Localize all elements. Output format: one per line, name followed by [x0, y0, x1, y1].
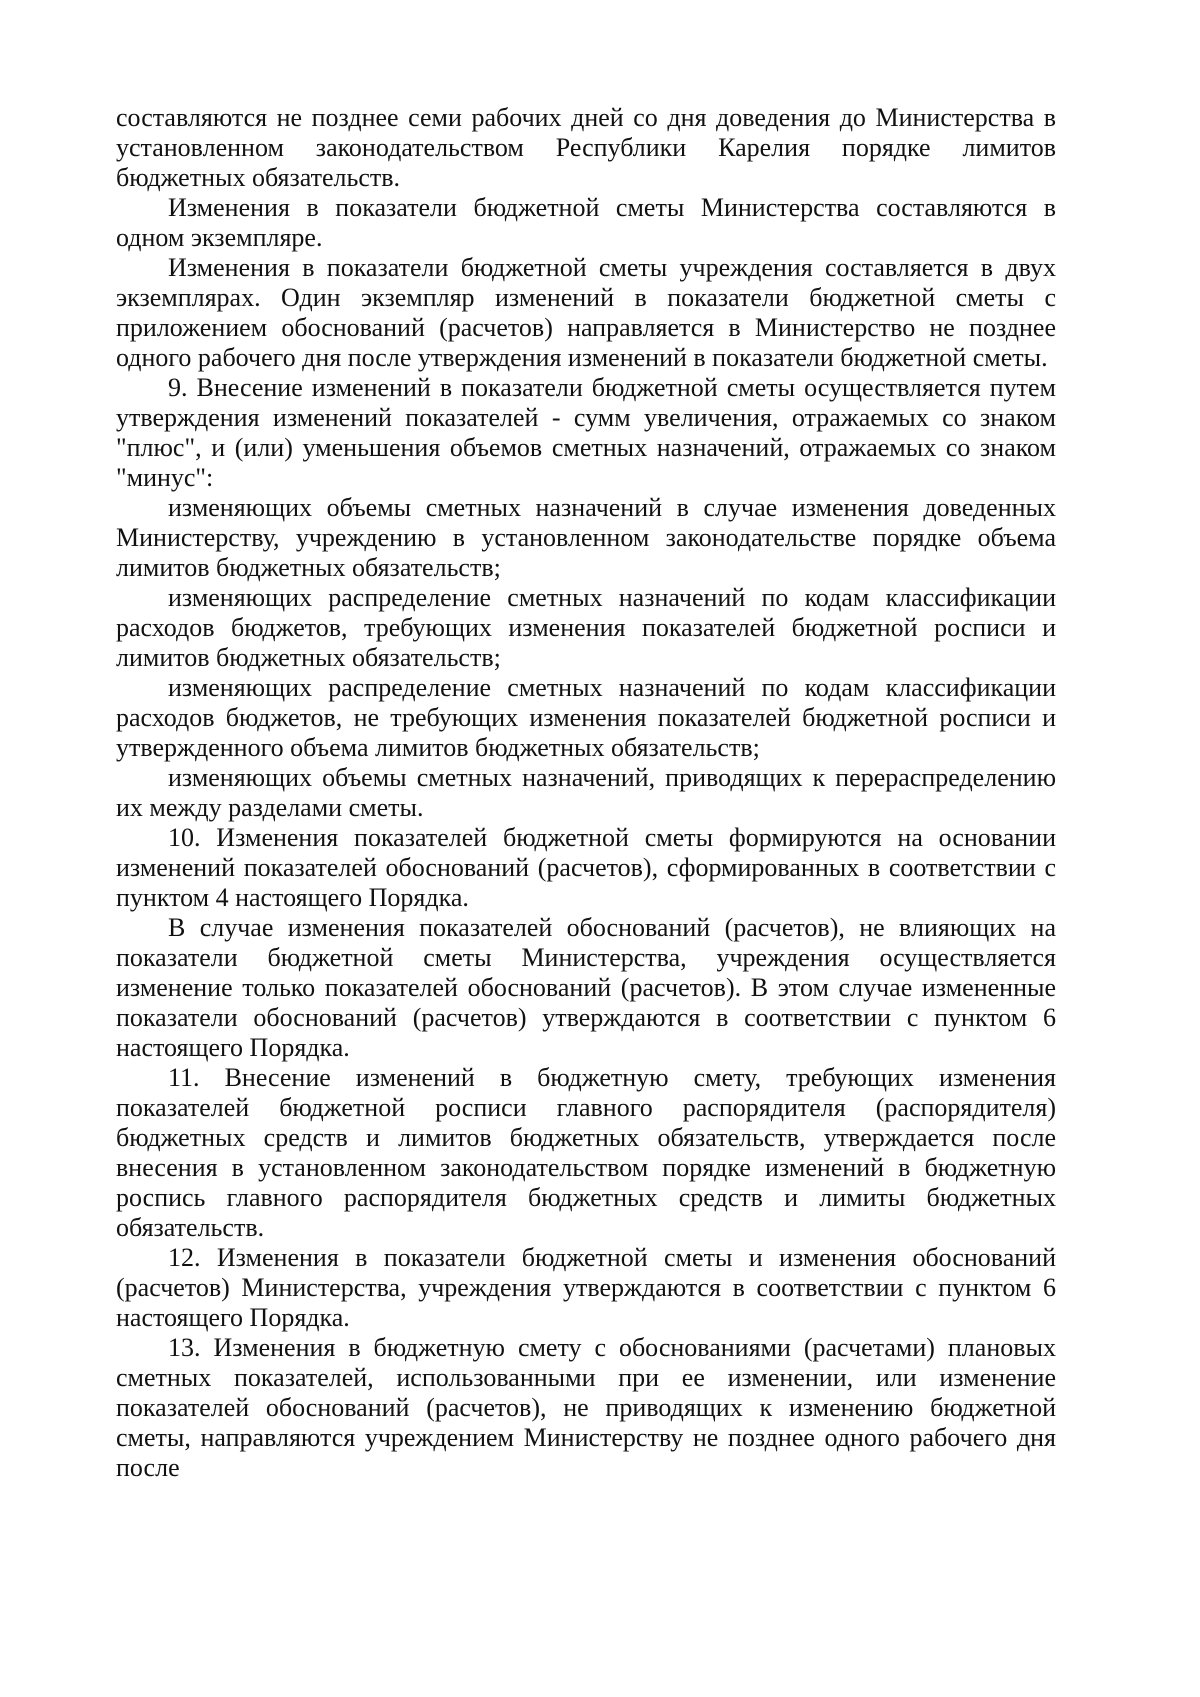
paragraph-item-12: 12. Изменения в показатели бюджетной сметы и изменения обоснований (расчетов) Министерства, учреждения утверждаются в соответствии с пунктом 6 настоящего Порядка. — [116, 1243, 1056, 1332]
paragraph-list-item-3: изменяющих распределение сметных назначений по кодам классификации расходов бюджетов, не требующих изменения показателей бюджетной росписи и утвержденного объема лимитов бюджетных обязательств; — [116, 673, 1056, 762]
paragraph-ministry-copy: Изменения в показатели бюджетной сметы Министерства составляются в одном экземпляре. — [116, 193, 1056, 252]
paragraph-item-9: 9. Внесение изменений в показатели бюджетной сметы осуществляется путем утверждения изменений показателей - сумм увеличения, отражаемых со знаком "плюс", и (или) уменьшения объемов сметных назначений, отражаемых со знаком "минус": — [116, 373, 1056, 492]
paragraph-list-item-4: изменяющих объемы сметных назначений, приводящих к перераспределению их между разделами сметы. — [116, 763, 1056, 822]
paragraph-continuation: составляются не позднее семи рабочих дней со дня доведения до Министерства в установленном законодательством Республики Карелия порядке лимитов бюджетных обязательств. — [116, 103, 1056, 192]
document-page — [116, 103, 1056, 1483]
paragraph-item-10-case: В случае изменения показателей обоснований (расчетов), не влияющих на показатели бюджетной сметы Министерства, учреждения осуществляется изменение только показателей обоснований (расчетов). В этом случае измененные показатели обоснований (расчетов) утверждаются в соответствии с пунктом 6 настоящего Порядка. — [116, 913, 1056, 1062]
paragraph-list-item-2: изменяющих распределение сметных назначений по кодам классификации расходов бюджетов, требующих изменения показателей бюджетной росписи и лимитов бюджетных обязательств; — [116, 583, 1056, 672]
paragraph-item-11: 11. Внесение изменений в бюджетную смету, требующих изменения показателей бюджетной росписи главного распорядителя (распорядителя) бюджетных средств и лимитов бюджетных обязательств, утверждается после внесения в установленном законодательством порядке изменений в бюджетную роспись главного распорядителя бюджетных средств и лимиты бюджетных обязательств. — [116, 1063, 1056, 1242]
paragraph-item-13: 13. Изменения в бюджетную смету с обоснованиями (расчетами) плановых сметных показателей, использованными при ее изменении, или изменение показателей обоснований (расчетов), не приводящих к изменению бюджетной сметы, направляются учреждением Министерству не позднее одного рабочего дня после — [116, 1333, 1056, 1482]
paragraph-item-10: 10. Изменения показателей бюджетной сметы формируются на основании изменений показателей обоснований (расчетов), сформированных в соответствии с пунктом 4 настоящего Порядка. — [116, 823, 1056, 912]
paragraph-institution-copies: Изменения в показатели бюджетной сметы учреждения составляется в двух экземплярах. Один экземпляр изменений в показатели бюджетной сметы с приложением обоснований (расчетов) направляется в Министерство не позднее одного рабочего дня после утверждения изменений в показатели бюджетной сметы. — [116, 253, 1056, 372]
paragraph-list-item-1: изменяющих объемы сметных назначений в случае изменения доведенных Министерству, учреждению в установленном законодательстве порядке объема лимитов бюджетных обязательств; — [116, 493, 1056, 582]
